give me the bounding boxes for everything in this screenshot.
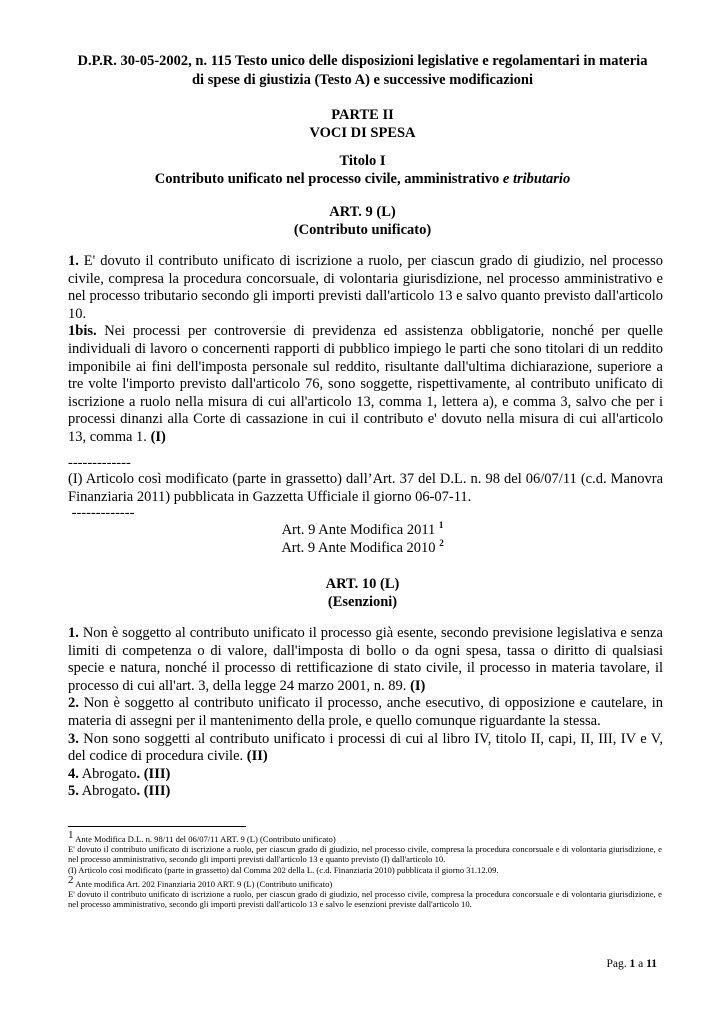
item-number: 4. <box>68 765 79 782</box>
art10-item-2 <box>68 695 663 730</box>
item-number: 5. <box>68 783 79 800</box>
item-text: Non è soggetto al contributo unificato il processo, anche esecutivo, di opposizione e cautelare, in materia di assegni per il mantenimento della prole, e quello comunque riguardante la stessa. <box>68 695 663 729</box>
footnote-1-heading: Ante Modifica D.L. n. 98/11 del 06/07/11 ART. 9 (L) (Contributo unificato) <box>73 834 336 844</box>
paragraph-text: Nei processi per controversie di previdenza ed assistenza obbligatorie, nonché per quelle individuali di lavoro o concernenti rapporti di pubblico impiego le parti che sono titolari di un reddito imponibile ai fini dell'imposta personale sul reddito, risultante dall'ultima dichiarazione, superiore a tre volte l'importo previsto dall'articolo 76, sono soggette, rispettivamente, al contributo unificato di iscrizione a ruolo nella misura di cui all'articolo 13, comma 1, lettera a), e comma 3, salvo che per i processi dinanzi alla Corte di cassazione in cui il contributo e' dovuto nella misura di cui all'articolo 13, comma 1. <box>68 323 663 445</box>
title-line-1: D.P.R. 30-05-2002, n. 115 Testo unico delle disposizioni legislative e regolamentari in materia <box>77 53 648 69</box>
item-number: 3. <box>68 730 79 747</box>
separator-line: ------------- <box>68 505 135 522</box>
item-text: Abrogato <box>78 765 137 782</box>
art9-paragraph-1bis <box>68 323 663 446</box>
total-pages: 11 <box>646 958 657 970</box>
titolo-subtitle-main: Contributo unificato nel processo civile, amministrativo <box>154 171 500 187</box>
modification-note: (I) Articolo così modificato (parte in grassetto) dall’Art. 37 del D.L. n. 98 del 06/07/11 (c.d. Manovra Finanziaria 2011) pubblicata in Gazzetta Ufficiale il giorno 06-07-11. <box>68 471 663 505</box>
art9-paragraph-1 <box>68 253 663 323</box>
footnote-1-note: (I) Articolo così modificato (parte in grassetto) dal Comma 202 della L. (c.d. Finanziaria 2010) pubblicata il giorno 31.12.09. <box>68 864 499 875</box>
paragraph-number: 1bis. <box>68 323 97 340</box>
art10-item-3 <box>68 731 663 766</box>
art9-heading <box>60 203 665 239</box>
item-ref: . (III) <box>136 765 171 782</box>
footnote-2-body: E' dovuto il contributo unificato di iscrizione a ruolo, per ciascun grado di giudizio, nel processo civile, compresa la procedura concorsuale e di volontaria giurisdizione, e nel processo amministrativo, secondo gli importi previsti dall'articolo 13 e salvo le esenzioni previste dall'articolo 10. <box>68 889 662 910</box>
art9-body <box>68 253 663 447</box>
item-text: Non è soggetto al contributo unificato il processo già esente, secondo previsione legislativa e senza limiti di competenza o di valore, dall'imposta di bollo o da ogni spesa, tassa o diritto di qualsiasi specie e natura, nonché il processo di rettificazione di stato civile, il processo in materia tavolare, il processo di cui all'art. 3, della legge 24 marzo 2001, n. 89. <box>68 625 663 694</box>
footnotes <box>68 830 662 909</box>
ante-modifica-2010-label: Art. 9 Ante Modifica 2010 <box>281 540 436 556</box>
separator-line: ------------- <box>68 455 131 471</box>
ante-modifica-links <box>60 521 665 557</box>
item-text: Non sono soggetti al contributo unificato i processi di cui al libro IV, titolo II, capi, II, III, IV e V, del codice di procedura civile. <box>68 730 663 765</box>
titolo-label: Titolo I <box>339 153 386 169</box>
item-number: 2. <box>68 695 79 712</box>
footnote-1-mark: 1 <box>68 829 74 841</box>
art10-item-5 <box>68 783 663 801</box>
part-heading <box>60 106 665 142</box>
title-line-2: di spese di giustizia (Testo A) e successive modificazioni <box>191 72 533 88</box>
art10-heading <box>60 575 665 611</box>
document-title <box>60 52 665 90</box>
footnote-divider <box>68 826 246 827</box>
page-number <box>607 958 657 970</box>
titolo-subtitle-italic: e tributario <box>502 171 571 187</box>
part-label: PARTE II <box>331 107 394 123</box>
art10-title: ART. 10 (L) <box>325 576 400 592</box>
footnote-2-heading: Ante modifica Art. 202 Finanziaria 2010 ART. 9 (L) (Contributo unificato) <box>73 878 333 889</box>
titolo-subtitle <box>60 170 665 188</box>
ante-modifica-2010[interactable] <box>60 539 665 557</box>
paragraph-number: 1. <box>68 253 79 269</box>
footnote-1-body: E' dovuto il contributo unificato di iscrizione a ruolo, per ciascun grado di giudizio, nel processo civile, compresa la procedura concorsuale e di volontaria giurisdizione, e nel processo amministrativo, secondo gli importi previsti dall'articolo 13 e quanto previsto (I) dall'articolo 10. <box>68 844 662 865</box>
item-number: 1. <box>68 625 79 641</box>
art10-item-1 <box>68 625 663 695</box>
footnote-1-title <box>68 830 662 844</box>
art10-item-4 <box>68 766 663 784</box>
current-page: 1 <box>629 958 636 970</box>
footnote-ref-2[interactable]: 2 <box>439 538 444 549</box>
art9-note-block <box>68 456 663 521</box>
footnote-2-title <box>68 875 662 889</box>
ante-modifica-2011[interactable] <box>60 521 665 539</box>
footnote-2-mark: 2 <box>68 873 74 886</box>
item-ref: (II) <box>246 748 268 765</box>
paragraph-ref: (I) <box>150 428 166 445</box>
item-text: Abrogato <box>78 783 137 800</box>
art10-body <box>68 625 663 801</box>
item-ref: . (III) <box>136 783 171 800</box>
paragraph-text: E' dovuto il contributo unificato di iscrizione a ruolo, per ciascun grado di giudizio, nel processo civile, compresa la procedura concorsuale, di volontaria giurisdizione, nel processo amministrativo e nel processo tributario secondo gli importi previsti dall'articolo 13 e salvo quanto previsto dall'articolo 10. <box>68 253 663 322</box>
art9-title: ART. 9 (L) <box>329 204 396 220</box>
titolo-heading <box>60 152 665 188</box>
page-of-label: a <box>635 958 647 970</box>
ante-modifica-2011-label: Art. 9 Ante Modifica 2011 <box>281 522 436 538</box>
art10-subtitle: (Esenzioni) <box>327 594 398 610</box>
part-title: VOCI DI SPESA <box>309 125 416 141</box>
footnote-ref-1[interactable]: 1 <box>438 520 444 531</box>
page-label: Pag. <box>606 958 630 970</box>
item-ref: (I) <box>410 677 426 694</box>
art9-subtitle: (Contributo unificato) <box>293 222 432 238</box>
